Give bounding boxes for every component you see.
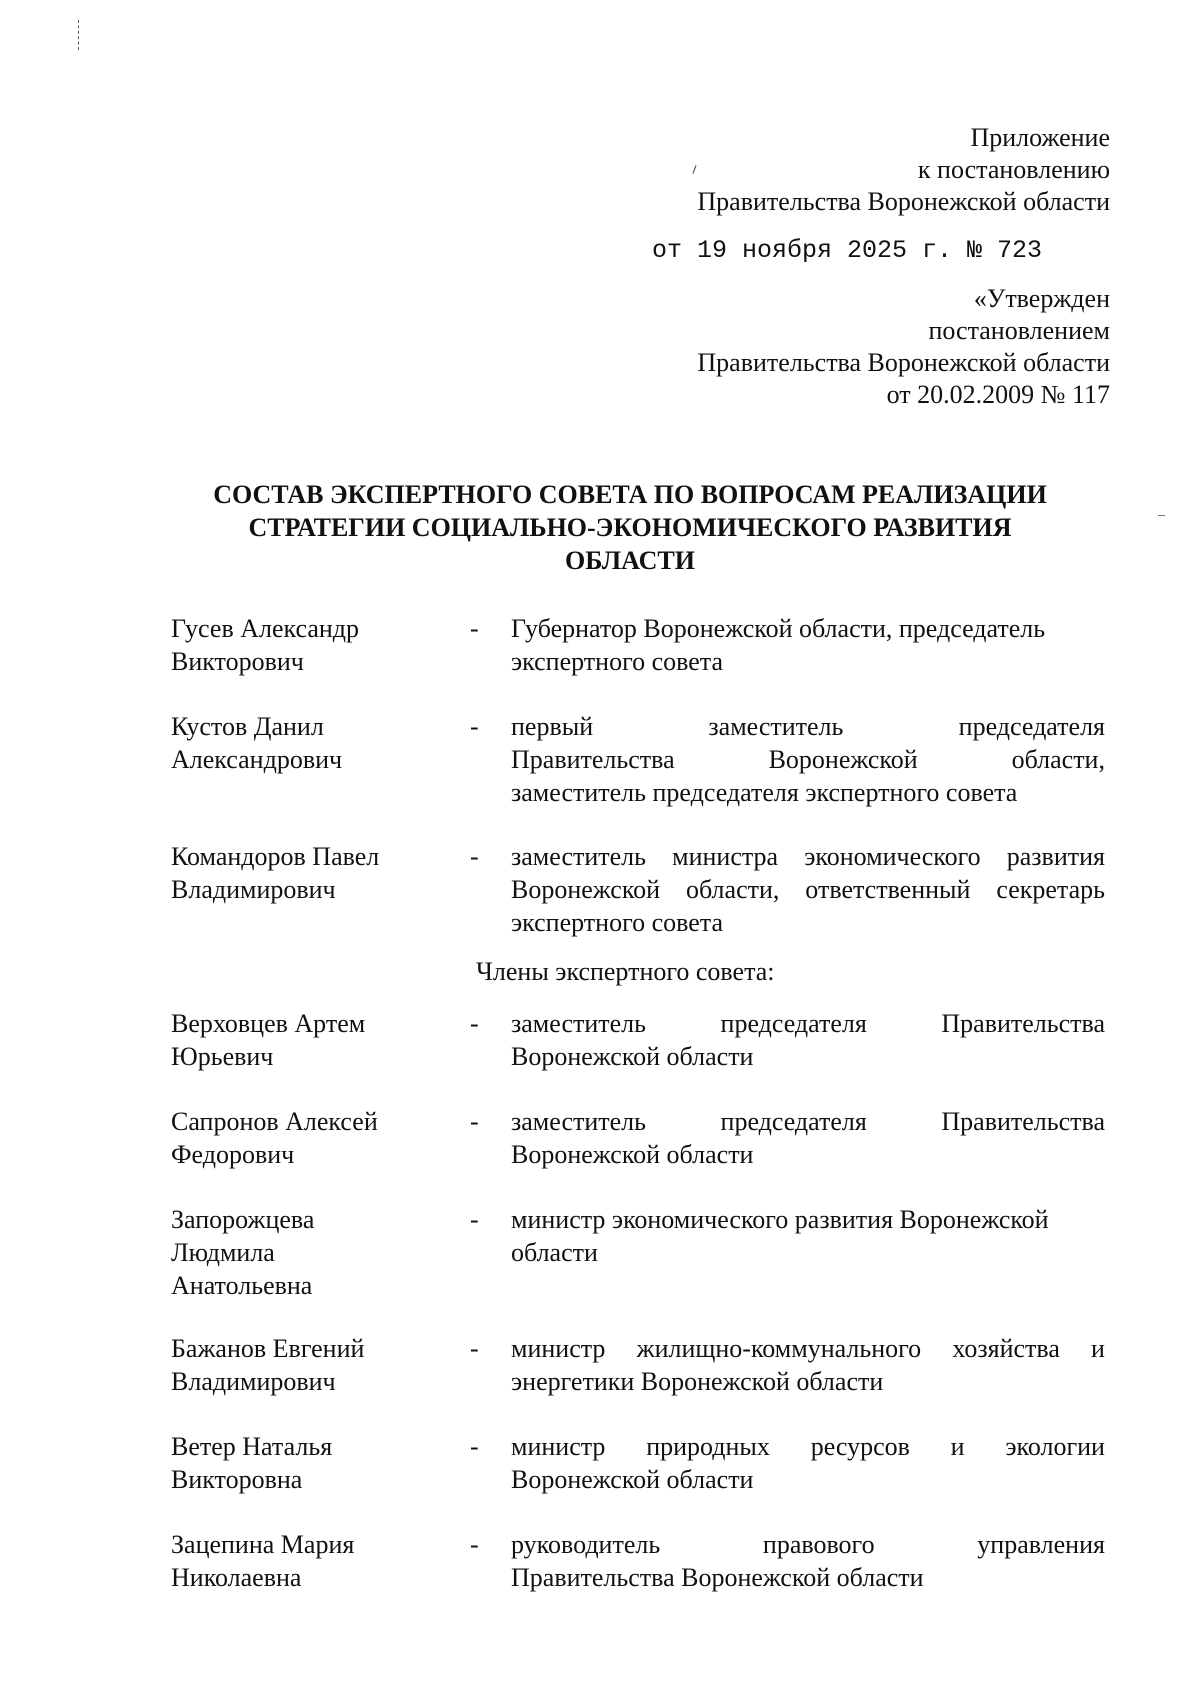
member-name-line: Командоров Павел	[171, 842, 380, 871]
member-role-line: министр экономического развития Воронежской	[511, 1205, 1049, 1234]
member-role	[511, 1007, 1105, 1073]
entry-dash: -	[470, 1107, 479, 1136]
scan-artifact	[692, 165, 696, 174]
member-name	[171, 1203, 461, 1302]
role-word: природных	[646, 1432, 770, 1461]
annex-header	[697, 122, 1110, 218]
member-name-line: Верховцев Артем	[171, 1009, 366, 1038]
role-word: правового	[762, 1530, 875, 1559]
member-name-line: Людмила	[171, 1238, 275, 1267]
member-role-line	[511, 873, 1105, 906]
member-name-line: Ветер Наталья	[171, 1432, 333, 1461]
approved-header	[697, 283, 1110, 411]
entry-dash: -	[470, 1009, 479, 1038]
member-name	[171, 710, 461, 776]
annex-line: к постановлению	[917, 155, 1110, 184]
role-word: ресурсов	[810, 1432, 910, 1461]
member-role-line: Правительства Воронежской области	[511, 1563, 924, 1592]
order-number-line: от 19 ноября 2025 г. № 723	[652, 236, 1043, 265]
role-word: Правительства	[941, 1009, 1105, 1038]
member-role-line: экспертного совета	[511, 647, 724, 676]
member-role-line: Губернатор Воронежской области, председатель	[511, 614, 1046, 643]
member-name-line: Запорожцева	[171, 1205, 315, 1234]
member-role-line	[511, 743, 1105, 776]
role-word: заместитель	[511, 1009, 647, 1038]
member-role-line	[511, 1105, 1105, 1138]
member-name-line: Александрович	[171, 745, 343, 774]
member-role	[511, 840, 1105, 939]
entry-dash: -	[470, 842, 479, 871]
role-word: области,	[685, 875, 780, 904]
member-role-line	[511, 1430, 1105, 1463]
role-word: Воронежской	[511, 875, 661, 904]
role-word: председателя	[958, 712, 1105, 741]
role-word: министр	[511, 1432, 606, 1461]
document-title	[160, 478, 1100, 577]
entry-dash: -	[470, 614, 479, 643]
role-word: заместитель	[511, 842, 647, 871]
title-line: СТРАТЕГИИ СОЦИАЛЬНО-ЭКОНОМИЧЕСКОГО РАЗВИТИЯ	[248, 513, 1012, 542]
role-word: министр	[511, 1334, 606, 1363]
annex-line: Правительства Воронежской области	[697, 187, 1110, 216]
scan-artifact	[1158, 515, 1165, 516]
role-word: Правительства	[511, 745, 675, 774]
entry-dash: -	[470, 1334, 479, 1363]
member-role	[511, 1105, 1105, 1171]
entry-dash: -	[470, 1205, 479, 1234]
member-name-line: Викторовна	[171, 1465, 303, 1494]
role-word: экономического	[804, 842, 981, 871]
member-name-line: Гусев Александр	[171, 614, 360, 643]
member-name-line: Анатольевна	[171, 1271, 313, 1300]
member-role	[511, 1430, 1105, 1496]
member-role-line: экспертного совета	[511, 908, 724, 937]
role-word: области,	[1011, 745, 1105, 774]
member-name-line: Зацепина Мария	[171, 1530, 355, 1559]
annex-line: Приложение	[970, 123, 1110, 152]
member-role-line	[511, 1332, 1105, 1365]
role-word: и	[950, 1432, 965, 1461]
role-word: председателя	[720, 1009, 867, 1038]
title-line: СОСТАВ ЭКСПЕРТНОГО СОВЕТА ПО ВОПРОСАМ РЕАЛИЗАЦИИ	[213, 480, 1047, 509]
member-role-line	[511, 840, 1105, 873]
approved-line: постановлением	[928, 316, 1110, 345]
member-role-line	[511, 1007, 1105, 1040]
member-role-line: Воронежской области	[511, 1140, 754, 1169]
member-name-line: Кустов Данил	[171, 712, 324, 741]
scan-artifact	[78, 20, 81, 50]
member-name	[171, 1528, 461, 1594]
role-word: ответственный	[805, 875, 971, 904]
member-role-line: области	[511, 1238, 598, 1267]
member-name-line: Федорович	[171, 1140, 295, 1169]
entry-dash: -	[470, 712, 479, 741]
role-word: заместитель	[511, 1107, 647, 1136]
member-name	[171, 1007, 461, 1073]
member-name-line: Бажанов Евгений	[171, 1334, 365, 1363]
role-word: жилищно-коммунального	[636, 1334, 922, 1363]
member-name-line: Юрьевич	[171, 1042, 274, 1071]
member-role	[511, 710, 1105, 809]
member-role-line	[511, 1528, 1105, 1561]
member-name-line: Сапронов Алексей	[171, 1107, 378, 1136]
member-role-line	[511, 710, 1105, 743]
entry-dash: -	[470, 1530, 479, 1559]
approved-line: от 20.02.2009 № 117	[886, 380, 1110, 409]
members-section-label: Члены экспертного совета:	[476, 957, 775, 986]
role-word: министра	[672, 842, 779, 871]
role-word: председателя	[720, 1107, 867, 1136]
member-role	[511, 612, 1105, 678]
approved-line: «Утвержден	[973, 284, 1110, 313]
role-word: и	[1091, 1334, 1105, 1363]
role-word: Правительства	[941, 1107, 1105, 1136]
entry-dash: -	[470, 1432, 479, 1461]
role-word: экологии	[1005, 1432, 1105, 1461]
role-word: Воронежской	[768, 745, 918, 774]
role-word: руководитель	[511, 1530, 661, 1559]
role-word: секретарь	[996, 875, 1105, 904]
role-word: управления	[977, 1530, 1105, 1559]
member-name	[171, 1332, 461, 1398]
member-name-line: Владимирович	[171, 1367, 336, 1396]
role-word: хозяйства	[952, 1334, 1060, 1363]
member-name	[171, 1430, 461, 1496]
member-role-line: энергетики Воронежской области	[511, 1367, 884, 1396]
member-name	[171, 840, 461, 906]
approved-line: Правительства Воронежской области	[697, 348, 1110, 377]
member-role	[511, 1332, 1105, 1398]
member-name-line: Владимирович	[171, 875, 336, 904]
role-word: заместитель	[708, 712, 844, 741]
role-word: развития	[1006, 842, 1105, 871]
member-name	[171, 1105, 461, 1171]
member-role	[511, 1203, 1105, 1269]
member-role-line: Воронежской области	[511, 1465, 754, 1494]
member-name-line: Викторович	[171, 647, 304, 676]
title-line: ОБЛАСТИ	[565, 546, 695, 575]
member-name-line: Николаевна	[171, 1563, 302, 1592]
member-role	[511, 1528, 1105, 1594]
member-name	[171, 612, 461, 678]
member-role-line: заместитель председателя экспертного совета	[511, 778, 1018, 807]
member-role-line: Воронежской области	[511, 1042, 754, 1071]
role-word: первый	[511, 712, 594, 741]
